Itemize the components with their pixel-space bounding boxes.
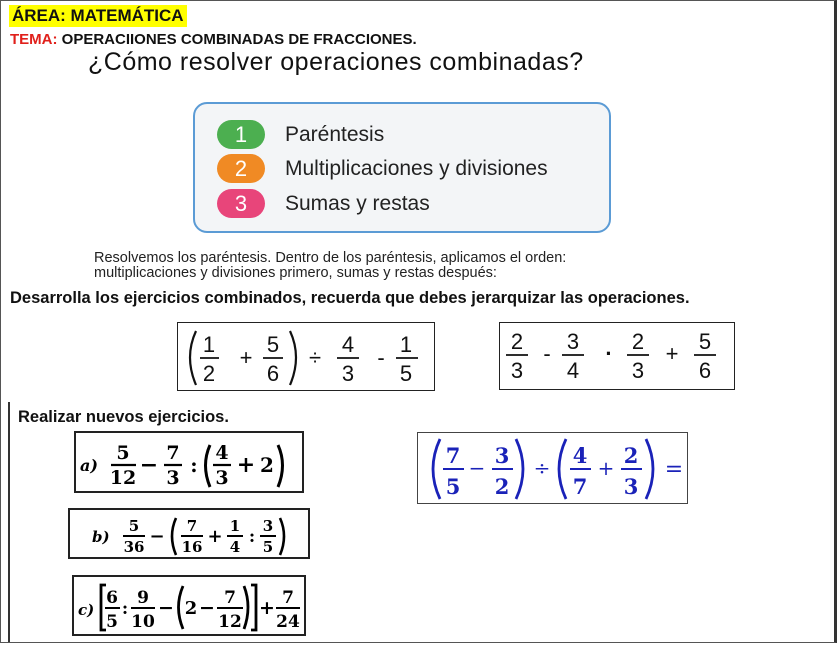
step-number-badge: 3 [217,189,265,218]
order-step-3 [217,189,430,218]
operator: − [468,456,486,480]
exercise-c-box [72,575,306,636]
open-paren [190,331,196,385]
denominator: 3 [341,361,355,386]
operator: ÷ [308,345,322,370]
operator: ÷ [533,456,551,480]
order-step-2 [217,154,548,183]
operator: − [139,452,159,478]
denominator: 36 [123,538,145,556]
numerator: 7 [282,588,294,608]
denominator: 7 [572,474,588,499]
numerator: 1 [202,332,216,357]
operator: − [149,526,165,547]
denominator: 16 [181,538,203,556]
numerator: 3 [566,329,580,354]
numerator: 3 [262,517,274,535]
whole-number: 2 [184,598,198,619]
open-paren [179,586,184,629]
explanation-line: multiplicaciones y divisiones primero, sumas y restas después: [94,265,497,281]
denominator: 5 [106,612,118,632]
section-title: Realizar nuevos ejercicios. [18,408,229,426]
explanation-text [94,251,566,281]
step-label: Paréntesis [285,122,385,146]
denominator: 4 [229,538,241,556]
operator: - [377,345,385,370]
close-paren [278,445,283,487]
denominator: 10 [131,612,155,632]
denominator: 3 [510,358,524,383]
exercise-label: c) [78,601,95,619]
denominator: 3 [631,358,645,383]
denominator: 3 [623,474,639,499]
section-divider [8,402,10,642]
explanation-line: Resolvemos los paréntesis. Dentro de los paréntesis, aplicamos el orden: [94,250,567,266]
close-paren [244,586,248,629]
area-label: ÁREA: MATEMÁTICA [9,5,187,27]
denominator: 2 [202,361,216,386]
operator: : [190,453,198,477]
step-number-badge: 1 [217,120,265,149]
exercise-a-box [74,431,304,493]
denominator: 6 [698,358,712,383]
numerator: 7 [224,588,236,608]
operator: : [121,599,129,619]
numerator: 2 [623,443,639,468]
topic-line [10,31,417,48]
numerator: 1 [229,517,241,535]
order-step-1 [217,120,384,149]
denominator: 4 [566,358,580,383]
topic-value: OPERACIIONES COMBINADAS DE FRACCIONES. [57,31,417,48]
open-paren [433,439,440,499]
exercise-box-1 [177,322,435,391]
close-paren [646,439,653,499]
numerator: 7 [445,443,461,468]
blue-exercise-box [417,432,688,504]
exercise-label: a) [80,456,98,475]
denominator: 6 [266,361,280,386]
denominator: 3 [215,467,229,489]
open-paren [206,445,211,487]
close-paren [290,331,296,385]
operator: + [665,341,679,366]
whole-number: 2 [260,453,274,477]
numerator: 5 [116,442,130,464]
operation-order-box [193,102,611,233]
topic-key: TEMA: [10,31,58,48]
numerator: 6 [106,588,118,608]
numerator: 7 [166,442,180,464]
operator: + [239,345,253,370]
numerator: 9 [137,588,149,608]
numerator: 1 [399,332,413,357]
denominator: 12 [218,612,242,632]
step-number-badge: 2 [217,154,265,183]
close-paren [280,518,284,555]
numerator: 3 [494,443,510,468]
operator: + [597,456,615,480]
operator: - [543,341,551,366]
denominator: 2 [494,474,510,499]
denominator: 24 [276,612,300,632]
denominator: 5 [445,474,461,499]
open-paren [172,518,176,555]
exercise-label: b) [92,528,110,546]
numerator: 4 [341,332,355,357]
step-label: Sumas y restas [285,191,430,215]
operator: : [248,527,256,547]
exercise-b-box [68,508,310,559]
numerator: 5 [128,517,140,535]
denominator: 12 [109,467,137,489]
operator: + [236,452,256,478]
numerator: 5 [266,332,280,357]
numerator: 2 [631,329,645,354]
numerator: 4 [215,442,229,464]
numerator: 4 [572,443,588,468]
close-paren [516,439,523,499]
operator: · [605,341,613,366]
operator: + [207,526,223,547]
step-label: Multiplicaciones y divisiones [285,156,548,180]
close-bracket [251,585,256,630]
page-title: ¿Cómo resolver operaciones combinadas? [88,48,584,76]
numerator: 5 [698,329,712,354]
equals-sign: = [664,457,684,482]
instruction-text: Desarrolla los ejercicios combinados, recuerda que debes jerarquizar las operaciones. [10,289,690,307]
numerator: 2 [510,329,524,354]
numerator: 7 [186,517,198,535]
denominator: 5 [399,361,413,386]
operator: − [199,597,215,619]
open-paren [559,439,566,499]
denominator: 3 [166,467,180,489]
denominator: 5 [262,538,274,556]
operator: − [158,597,174,619]
exercise-box-2 [499,322,735,390]
operator: + [259,597,275,619]
